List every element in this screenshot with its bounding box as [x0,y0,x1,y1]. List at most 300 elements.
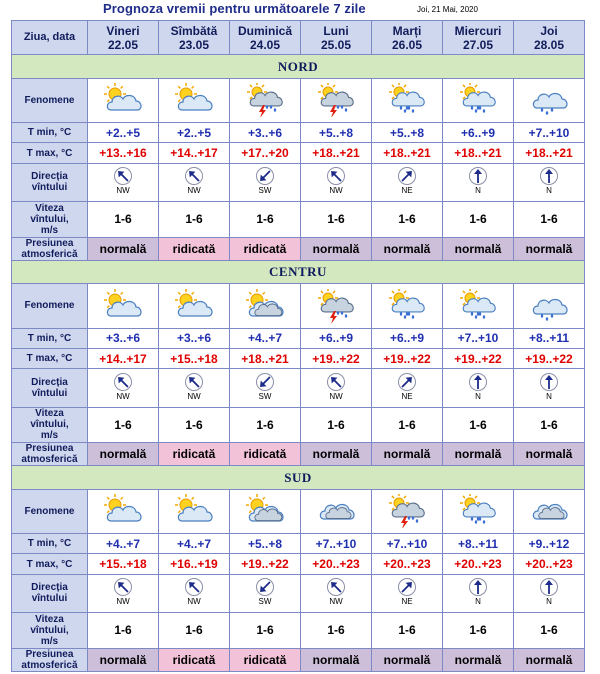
pressure-cell [88,443,159,466]
tmax-value: +18..+21 [454,146,502,161]
pressure-cell [514,443,585,466]
pressure-value: normală [99,241,147,256]
region-cell [12,260,585,283]
wind-speed-cell [301,407,372,442]
pressure-value: normală [454,241,502,256]
tmin-cell [514,328,585,348]
wind-direction-cell [443,369,514,407]
wind-direction-cell [159,369,230,407]
pressure-label-text: atmosferică [21,248,78,260]
wind-arrow-icon [113,372,133,392]
region-row [12,260,585,283]
day-name: Sîmbătă [170,23,218,38]
tmin-label [12,534,88,554]
wind-speed-value: 1-6 [469,417,487,432]
wind-direction-text: NW [187,186,201,196]
wind-speed-cell [230,202,301,237]
tmin-cell [514,534,585,554]
wind-direction [397,166,417,195]
day-name: Joi [540,23,558,38]
pressure-cell [88,237,159,260]
tmax-value: +19..+22 [312,351,360,366]
wind-arrow-icon [113,166,133,186]
pressure-value: normală [525,241,573,256]
tmax-cell [514,348,585,368]
tmin-value: +7..+10 [457,331,499,346]
tmax-cell [372,143,443,163]
tmin-value: +6..+9 [460,125,496,140]
phenomena-cell [443,78,514,123]
phenomena-cell [230,489,301,534]
day-date: 25.05 [320,37,352,52]
wind-direction-label-text: Direcția [31,582,68,594]
tmin-cell [230,328,301,348]
phenomena-cell [514,78,585,123]
rain-icon [443,83,513,117]
tmin-cell [88,123,159,143]
tmax-cell [159,348,230,368]
wind-direction-cell [88,574,159,612]
phenomena-label [12,489,88,534]
wind-speed-cell [159,613,230,648]
phenomena-label [12,78,88,123]
wind-arrow-icon [184,372,204,392]
tmin-value: +9..+12 [528,536,570,551]
wind-speed-cell [301,613,372,648]
wind-speed-value: 1-6 [256,417,274,432]
day-header-6 [514,21,585,55]
tmin-cell [443,328,514,348]
wind-direction [184,577,204,606]
wind-direction [468,166,488,195]
pressure-cell [159,443,230,466]
wind-direction-cell [514,574,585,612]
wind-direction-text: NW [116,391,130,401]
tmin-cell [230,123,301,143]
wind-speed-label-text: vîntului, [30,624,69,636]
wind-speed-value: 1-6 [114,417,132,432]
wind-speed-value: 1-6 [469,212,487,227]
tmax-cell [443,554,514,574]
wind-direction-text: SW [258,597,272,607]
day-date: 22.05 [107,37,139,52]
pressure-cell [301,237,372,260]
wind-speed-cell [443,202,514,237]
wind-arrow-icon [468,577,488,597]
rain-icon [372,83,442,117]
tmax-value: +20..+23 [525,557,573,572]
wind-speed-label-text: m/s [40,635,59,647]
tmin-cell [372,534,443,554]
pressure-value: normală [312,241,360,256]
phenomena-label-text: Fenomene [24,505,75,517]
pressure-label-text: Presiunea [25,648,74,660]
wind-speed-label-text: m/s [40,224,59,236]
tmax-cell [514,143,585,163]
wind-direction [468,577,488,606]
partly-cloudy-icon [88,494,158,528]
tmin-cell [372,123,443,143]
tmax-value: +19..+22 [454,351,502,366]
pressure-value: normală [99,652,147,667]
wind-direction-cell [372,163,443,201]
wind-speed-cell [372,202,443,237]
tmin-label-text: T min, °C [27,127,72,139]
tmin-value: +7..+10 [386,536,428,551]
tmin-cell [514,123,585,143]
phenomena-row [12,284,585,329]
wind-direction-text: N [475,186,481,196]
wind-direction-text: N [475,597,481,607]
tmax-row [12,143,585,163]
wind-direction-text: NW [116,597,130,607]
day-header-3 [301,21,372,55]
pressure-row [12,237,585,260]
wind-arrow-icon [184,166,204,186]
phenomena-row [12,78,585,123]
region-cell [12,55,585,78]
tmax-cell [88,143,159,163]
day-header-4 [372,21,443,55]
partly-cloudy-icon [88,289,158,323]
tmin-cell [301,328,372,348]
tmax-value: +17..+20 [241,146,289,161]
wind-speed-cell [372,613,443,648]
pressure-value: ridicată [172,241,216,256]
phenomena-cell [230,284,301,329]
tmax-cell [301,143,372,163]
pressure-row [12,443,585,466]
wind-speed-label-text: Viteza [35,408,64,420]
tmax-value: +19..+22 [383,351,431,366]
wind-arrow-icon [255,577,275,597]
wind-speed-value: 1-6 [540,623,558,638]
thunderstorm-icon [301,83,371,117]
phenomena-cell [372,489,443,534]
wind-arrow-icon [184,577,204,597]
wind-speed-cell [514,407,585,442]
partly-cloudy-icon [159,494,229,528]
day-header-0 [88,21,159,55]
tmax-label [12,348,88,368]
day-date: 26.05 [391,37,423,52]
column-label: Ziua, data [23,31,76,44]
wind-speed-cell [230,407,301,442]
pressure-cell [443,443,514,466]
wind-direction-text: SW [258,186,272,196]
pressure-label [12,443,88,466]
pressure-value: ridicată [172,652,216,667]
wind-direction [539,166,559,195]
cloudy-icon [514,494,584,528]
wind-speed-row [12,613,585,648]
tmax-label-text: T max, °C [26,147,73,159]
tmin-cell [372,328,443,348]
wind-direction-cell [443,163,514,201]
region-row [12,55,585,78]
phenomena-cell [301,489,372,534]
pressure-cell [159,648,230,671]
tmin-value: +6..+9 [389,331,425,346]
tmin-cell [230,534,301,554]
wind-direction-text: NW [329,597,343,607]
tmin-row [12,534,585,554]
wind-speed-value: 1-6 [256,212,274,227]
tmax-cell [372,554,443,574]
tmax-label-text: T max, °C [26,353,73,365]
phenomena-cell [372,284,443,329]
partly-cloudy-icon [159,289,229,323]
phenomena-cell [301,78,372,123]
tmax-cell [443,143,514,163]
tmax-cell [88,554,159,574]
tmin-cell [443,123,514,143]
cloudy-icon [301,494,371,528]
pressure-value: normală [312,652,360,667]
wind-direction-text: N [546,597,552,607]
thunderstorm-icon [372,494,442,528]
thunderstorm-icon [301,289,371,323]
phenomena-cell [301,284,372,329]
wind-direction [326,577,346,606]
wind-direction [326,372,346,401]
wind-arrow-icon [397,577,417,597]
wind-direction-label-text: vîntului [31,593,68,605]
pressure-cell [514,237,585,260]
tmin-cell [301,534,372,554]
tmin-value: +2..+5 [176,125,212,140]
day-header-5 [443,21,514,55]
region-name: CENTRU [269,264,327,280]
header-row [12,21,585,55]
tmin-cell [159,328,230,348]
wind-speed-cell [372,407,443,442]
tmax-label [12,143,88,163]
tmax-cell [230,348,301,368]
tmin-value: +8..+11 [457,536,499,551]
tmin-cell [301,123,372,143]
pressure-value: normală [383,241,431,256]
phenomena-cell [514,489,585,534]
wind-speed-label-text: Viteza [35,613,64,625]
pressure-cell [88,648,159,671]
wind-direction [255,577,275,606]
wind-direction-cell [159,163,230,201]
wind-direction-text: NE [401,391,413,401]
day-header-2 [230,21,301,55]
wind-speed-label [12,613,88,648]
wind-speed-label-text: Viteza [35,202,64,214]
wind-direction [184,166,204,195]
wind-speed-row [12,407,585,442]
wind-speed-row [12,202,585,237]
wind-direction-cell [88,163,159,201]
tmax-value: +15..+18 [99,557,147,572]
tmin-value: +5..+8 [247,536,283,551]
phenomena-label-text: Fenomene [24,300,75,312]
day-name: Marți [392,23,422,38]
thunderstorm-icon [230,83,300,117]
wind-direction-cell [372,574,443,612]
wind-speed-label-text: vîntului, [30,213,69,225]
tmin-row [12,123,585,143]
tmin-cell [159,534,230,554]
wind-speed-cell [159,407,230,442]
tmin-value: +7..+10 [528,125,570,140]
issue-date: Joi, 21 Mai, 2020 [417,5,478,14]
wind-arrow-icon [255,372,275,392]
tmax-value: +15..+18 [170,351,218,366]
tmin-label-text: T min, °C [27,332,72,344]
partly-cloudy-icon [88,83,158,117]
wind-speed-value: 1-6 [398,417,416,432]
wind-direction-label [12,163,88,201]
tmin-value: +5..+8 [389,125,425,140]
tmax-label-text: T max, °C [26,558,73,570]
wind-direction-cell [159,574,230,612]
tmin-cell [88,328,159,348]
tmin-value: +4..+7 [105,536,141,551]
phenomena-cell [88,78,159,123]
day-date: 28.05 [533,37,565,52]
day-name: Miercuri [454,23,502,38]
wind-speed-value: 1-6 [469,623,487,638]
header-label-cell [12,21,88,55]
pressure-cell [372,648,443,671]
tmax-cell [159,554,230,574]
wind-direction-text: NE [401,186,413,196]
wind-speed-label [12,407,88,442]
tmin-value: +5..+8 [318,125,354,140]
wind-arrow-icon [113,577,133,597]
pressure-label [12,237,88,260]
wind-direction [539,372,559,401]
phenomena-cell [159,489,230,534]
wind-direction-cell [514,163,585,201]
tmax-value: +19..+22 [241,557,289,572]
wind-arrow-icon [468,372,488,392]
region-name: SUD [284,469,312,485]
tmin-cell [159,123,230,143]
wind-direction-cell [372,369,443,407]
wind-direction-cell [514,369,585,407]
wind-speed-cell [159,202,230,237]
wind-speed-label [12,202,88,237]
pressure-value: normală [383,447,431,462]
tmax-value: +18..+21 [525,146,573,161]
wind-speed-cell [514,613,585,648]
phenomena-cell [230,78,301,123]
wind-speed-label-text: vîntului, [30,419,69,431]
tmax-cell [372,348,443,368]
day-name: Luni [323,23,349,38]
wind-direction-cell [301,163,372,201]
phenomena-cell [88,284,159,329]
wind-arrow-icon [397,372,417,392]
tmax-value: +13..+16 [99,146,147,161]
pressure-label [12,648,88,671]
light-rain-icon [514,289,584,323]
wind-arrow-icon [468,166,488,186]
wind-speed-cell [301,202,372,237]
wind-speed-value: 1-6 [256,623,274,638]
phenomena-row [12,489,585,534]
wind-speed-value: 1-6 [398,623,416,638]
wind-direction-text: N [475,391,481,401]
region-cell [12,466,585,489]
day-date: 24.05 [249,37,281,52]
tmax-value: +18..+21 [241,351,289,366]
wind-direction [113,577,133,606]
day-name: Vineri [106,23,140,38]
phenomena-label-text: Fenomene [24,94,75,106]
day-name: Duminică [237,23,292,38]
wind-direction-text: NW [116,186,130,196]
wind-direction-label-text: vîntului [31,182,68,194]
wind-arrow-icon [397,166,417,186]
tmax-value: +18..+21 [383,146,431,161]
tmax-cell [159,143,230,163]
phenomena-cell [514,284,585,329]
pressure-cell [372,443,443,466]
wind-direction-label [12,574,88,612]
wind-direction-cell [230,574,301,612]
wind-direction-label-text: vîntului [31,387,68,399]
wind-speed-cell [443,407,514,442]
wind-arrow-icon [539,372,559,392]
wind-direction-cell [301,574,372,612]
wind-arrow-icon [539,166,559,186]
tmin-label-text: T min, °C [27,538,72,550]
wind-direction-label-text: Direcția [31,171,68,183]
tmax-value: +14..+17 [170,146,218,161]
tmin-value: +8..+11 [528,331,570,346]
wind-speed-value: 1-6 [114,623,132,638]
cloudy-sun-icon [230,289,300,323]
wind-direction [326,166,346,195]
wind-direction-cell [443,574,514,612]
tmin-value: +7..+10 [315,536,357,551]
wind-direction [184,372,204,401]
tmin-value: +3..+6 [176,331,212,346]
tmin-cell [88,534,159,554]
wind-direction-text: NW [187,391,201,401]
tmax-value: +18..+21 [312,146,360,161]
pressure-cell [372,237,443,260]
pressure-value: normală [312,447,360,462]
pressure-value: ridicată [172,447,216,462]
tmax-cell [230,554,301,574]
day-date: 27.05 [462,37,494,52]
pressure-cell [230,443,301,466]
wind-direction-cell [88,369,159,407]
wind-direction [113,372,133,401]
wind-speed-label-text: m/s [40,430,59,442]
tmax-cell [88,348,159,368]
tmin-label [12,123,88,143]
tmin-value: +3..+6 [247,125,283,140]
pressure-label-text: Presiunea [25,237,74,249]
tmin-row [12,328,585,348]
wind-arrow-icon [326,372,346,392]
forecast-table [11,20,585,672]
wind-direction [255,166,275,195]
light-rain-icon [514,83,584,117]
pressure-cell [230,648,301,671]
partly-cloudy-icon [159,83,229,117]
wind-arrow-icon [326,166,346,186]
tmax-cell [301,554,372,574]
